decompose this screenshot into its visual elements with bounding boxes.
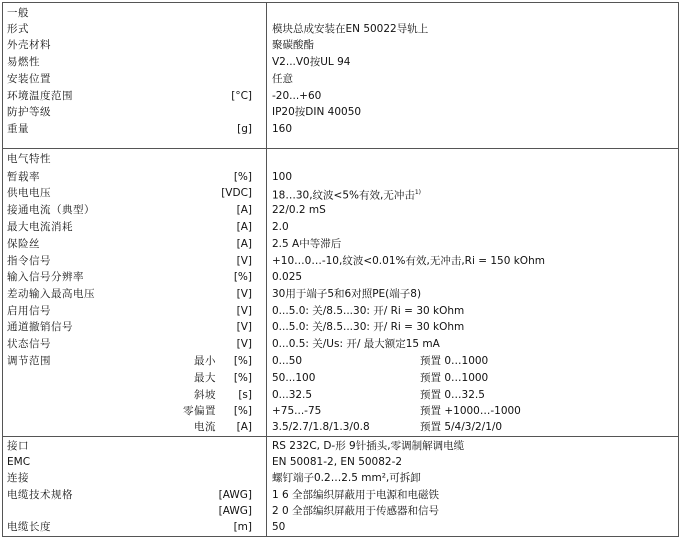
value-text: 18…30,纹波<5%有效,无冲击 [272, 189, 415, 202]
row-unit: [°C] [231, 90, 252, 102]
row-unit: [s] [238, 389, 252, 401]
row-unit: [%] [233, 405, 252, 417]
row-value: RS 232C, D-形 9针插头,零调制解调电缆 [272, 440, 465, 452]
row-label: 保险丝 [7, 238, 40, 250]
row-value: 0...5.0: 关/8.5...30: 开/ Ri = 30 kOhm [272, 305, 465, 317]
row-value: IP20按DIN 40050 [272, 106, 362, 118]
row-value: 2 0 全部编织屏蔽用于传感器和信号 [272, 505, 440, 517]
row-value: 0...32.5 [272, 389, 313, 401]
adjustment-sublabel: 零偏置 [183, 405, 216, 417]
row-label: 电缆技术规格 [7, 489, 73, 501]
row-value: V2...V0按UL 94 [272, 56, 351, 68]
row-label: 重量 [7, 123, 29, 135]
row-label: 安装位置 [7, 73, 51, 85]
row-label: 暂载率 [7, 171, 40, 183]
row-label: 指令信号 [7, 255, 51, 267]
row-value: 任意 [272, 73, 293, 85]
row-value: EN 50081-2, EN 50082-2 [272, 456, 403, 468]
row-unit: [A] [236, 238, 252, 250]
section-heading: 电气特性 [7, 153, 51, 165]
row-unit: [V] [236, 321, 252, 333]
row-preset: 预置 0…32.5 [420, 389, 485, 401]
row-unit: [%] [233, 171, 252, 183]
adjustment-sublabel: 最小 [194, 355, 216, 367]
row-label: 输入信号分辨率 [7, 271, 84, 283]
row-unit: [%] [233, 372, 252, 384]
row-value: -20...+60 [272, 90, 322, 102]
row-label: 环境温度范围 [7, 90, 73, 102]
row-label: 接通电流（典型） [7, 204, 95, 216]
row-value [272, 186, 421, 203]
row-value: +75...-75 [272, 405, 322, 417]
row-value: 30用于端子5和6对照PE(端子8) [272, 288, 422, 300]
row-preset: 预置 0…1000 [420, 355, 489, 367]
section-heading: 一般 [7, 7, 29, 19]
row-value: 模块总成安装在EN 50022导轨上 [272, 23, 429, 35]
row-value: 50 [272, 521, 286, 533]
section-divider-electrical [2, 148, 679, 149]
row-label: 接口 [7, 440, 29, 452]
row-label: 易燃性 [7, 56, 40, 68]
row-value: 0...50 [272, 355, 303, 367]
row-unit: [AWG] [218, 505, 252, 517]
row-label: 状态信号 [7, 338, 51, 350]
row-value: 0.025 [272, 271, 303, 283]
adjustment-sublabel: 电流 [194, 421, 216, 433]
row-label: 电缆长度 [7, 521, 51, 533]
row-value: 1 6 全部编织屏蔽用于电源和电磁铁 [272, 489, 440, 501]
row-preset: 预置 +1000…-1000 [420, 405, 521, 417]
row-label: 供电电压 [7, 187, 51, 199]
row-unit: [g] [237, 123, 252, 135]
row-unit: [A] [236, 204, 252, 216]
row-unit: [V] [236, 288, 252, 300]
row-unit: [VDC] [221, 187, 252, 199]
adjustment-label: 调节范围 [7, 355, 51, 367]
row-unit: [V] [236, 255, 252, 267]
row-value: 22/0.2 mS [272, 204, 326, 216]
row-label: 外壳材料 [7, 39, 51, 51]
row-label: 通道撤销信号 [7, 321, 73, 333]
row-unit: [%] [233, 355, 252, 367]
adjustment-sublabel: 斜坡 [194, 389, 216, 401]
row-value: 2.0 [272, 221, 289, 233]
row-preset: 预置 5/4/3/2/1/0 [420, 421, 503, 433]
row-label: 差动输入最高电压 [7, 288, 95, 300]
row-unit: [A] [236, 421, 252, 433]
row-value: 0...5.0: 关/8.5...30: 开/ Ri = 30 kOhm [272, 321, 465, 333]
row-unit: [AWG] [218, 489, 252, 501]
row-unit: [m] [233, 521, 252, 533]
row-label: EMC [7, 456, 31, 468]
section-divider-connections [2, 436, 679, 437]
row-preset: 预置 0…1000 [420, 372, 489, 384]
row-value: 160 [272, 123, 293, 135]
row-unit: [V] [236, 338, 252, 350]
column-divider [266, 2, 267, 537]
adjustment-sublabel: 最大 [194, 372, 216, 384]
footnote-mark: 1) [414, 189, 422, 196]
row-value: 螺钉端子0.2…2.5 mm²,可拆卸 [272, 472, 421, 484]
row-label: 最大电流消耗 [7, 221, 73, 233]
row-label: 形式 [7, 23, 29, 35]
row-unit: [%] [233, 271, 252, 283]
row-value: 100 [272, 171, 293, 183]
row-value: 0...0.5: 关/Us: 开/ 最大额定15 mA [272, 338, 440, 350]
row-value: 聚碳酸酯 [272, 39, 314, 51]
row-value: +10…0…-10,纹波<0.01%有效,无冲击,Ri = 150 kOhm [272, 255, 545, 267]
row-unit: [V] [236, 305, 252, 317]
row-value: 2.5 A中等滞后 [272, 238, 342, 250]
row-unit: [A] [236, 221, 252, 233]
row-label: 连接 [7, 472, 29, 484]
row-value: 50...100 [272, 372, 316, 384]
row-label: 防护等级 [7, 106, 51, 118]
row-label: 启用信号 [7, 305, 51, 317]
row-value: 3.5/2.7/1.8/1.3/0.8 [272, 421, 370, 433]
